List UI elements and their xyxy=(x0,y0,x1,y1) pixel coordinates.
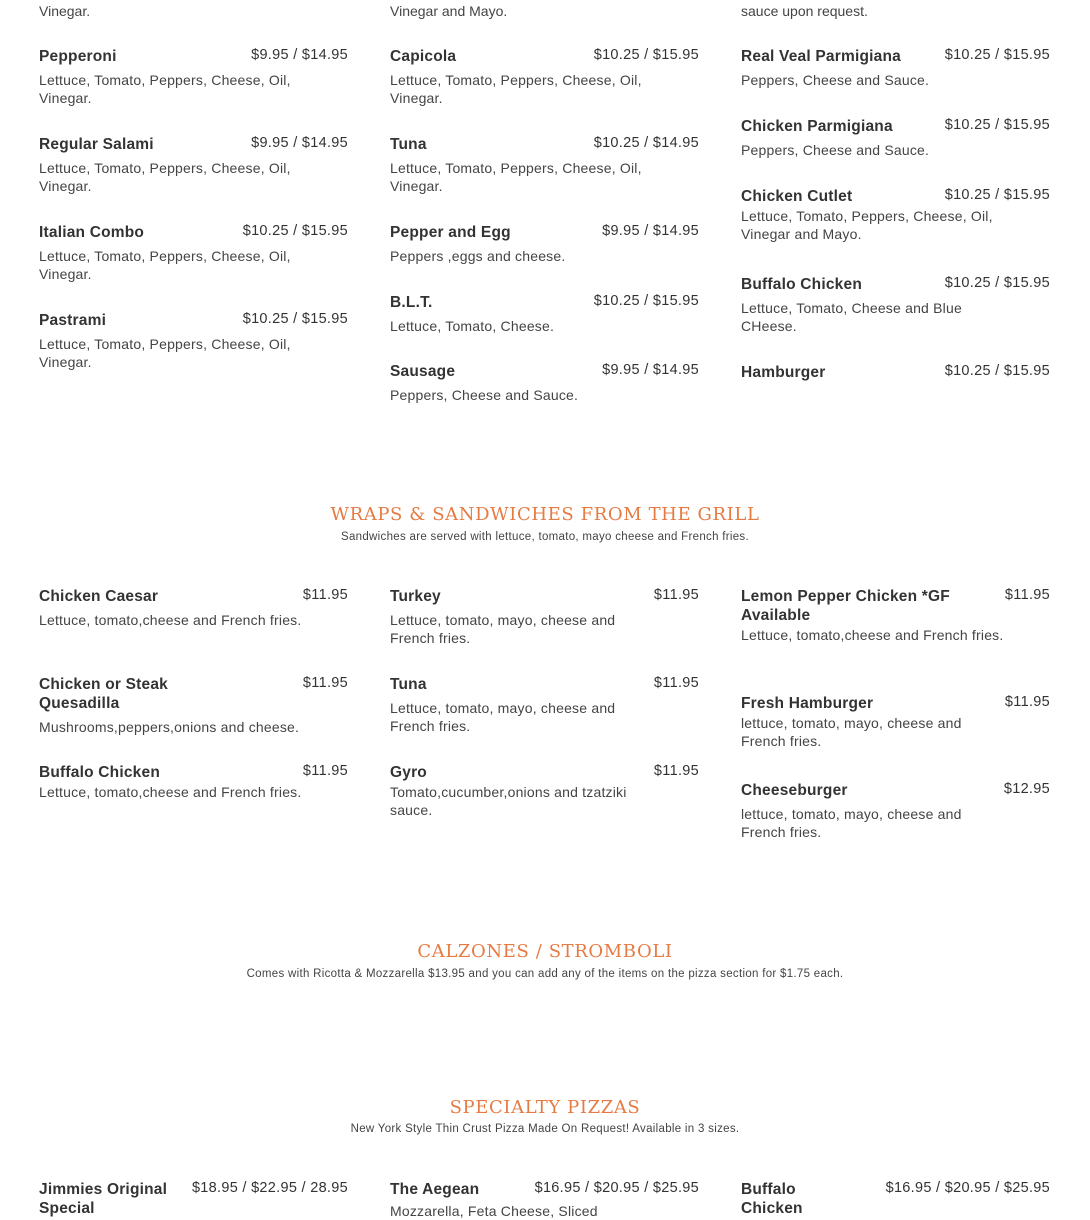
menu-item-quesadilla xyxy=(39,675,348,736)
item-price: $10.25 / $15.95 xyxy=(944,363,1050,379)
item-price: $10.25 / $15.95 xyxy=(944,47,1050,63)
item-description: Lettuce, tomato,cheese and French fries. xyxy=(741,627,1004,643)
item-description: Mushrooms,peppers,onions and cheese. xyxy=(39,719,300,735)
item-name: Tuna xyxy=(390,136,427,153)
item-price: $9.95 / $14.95 xyxy=(251,47,348,63)
menu-item-jimmies-original-special xyxy=(39,1180,348,1218)
menu-item-pepper-and-egg xyxy=(390,223,699,265)
menu-item-the-aegean xyxy=(390,1180,699,1220)
item-description: Lettuce, tomato, mayo, cheese and French fries. xyxy=(390,700,616,734)
item-description: Lettuce, Tomato, Peppers, Cheese, Oil, Vinegar. xyxy=(390,160,642,194)
item-name: Hamburger xyxy=(741,364,826,381)
item-price: $10.25 / $15.95 xyxy=(242,223,348,239)
menu-item-regular-salami xyxy=(39,135,348,195)
item-price: $12.95 xyxy=(1003,781,1050,797)
item-description: Lettuce, Tomato, Peppers, Cheese, Oil, Vinegar and Mayo. xyxy=(741,208,993,242)
item-description: Peppers ,eggs and cheese. xyxy=(390,248,566,264)
item-price: $11.95 xyxy=(653,675,699,691)
item-name: Capicola xyxy=(390,48,457,65)
item-name: Regular Salami xyxy=(39,136,154,153)
menu-item-blt xyxy=(390,293,699,335)
section-subtitle-pizzas: New York Style Thin Crust Pizza Made On Request! Available in 3 sizes. xyxy=(350,1123,740,1135)
item-price: $11.95 xyxy=(653,763,699,779)
item-name: Lemon Pepper Chicken *GF Available xyxy=(741,588,950,624)
cut-item-description: sauce upon request. xyxy=(741,3,868,19)
menu-item-chicken-cutlet xyxy=(741,187,1050,243)
item-description: Lettuce, Tomato, Cheese. xyxy=(390,318,555,334)
item-description: Lettuce, Tomato, Peppers, Cheese, Oil, Vinegar. xyxy=(39,248,291,282)
cut-item-description: Vinegar. xyxy=(39,3,91,19)
item-name: The Aegean xyxy=(390,1181,480,1198)
item-price: $18.95 / $22.95 / 28.95 xyxy=(191,1180,348,1196)
menu-item-chicken-parmigiana xyxy=(741,117,1050,159)
item-name: Chicken Parmigiana xyxy=(741,118,893,135)
item-description: lettuce, tomato, mayo, cheese and French fries. xyxy=(741,806,962,840)
item-description: Lettuce, Tomato, Peppers, Cheese, Oil, Vinegar. xyxy=(39,336,291,370)
menu-item-gyro xyxy=(390,763,699,819)
menu-item-capicola xyxy=(390,47,699,107)
item-price: $10.25 / $15.95 xyxy=(593,293,699,309)
menu-item-tuna xyxy=(390,135,699,195)
menu-item-pastrami xyxy=(39,311,348,371)
section-title-wraps: WRAPS & SANDWICHES FROM THE GRILL xyxy=(330,504,760,525)
item-name: Pastrami xyxy=(39,312,107,329)
item-price: $9.95 / $14.95 xyxy=(251,135,348,151)
menu-item-lemon-pepper-chicken xyxy=(741,587,1050,644)
menu-item-buffalo-chicken-wrap xyxy=(39,763,348,801)
item-name: Fresh Hamburger xyxy=(741,695,874,712)
item-price: $9.95 / $14.95 xyxy=(602,223,699,239)
item-price: $11.95 xyxy=(302,587,348,603)
item-description: Lettuce, Tomato, Peppers, Cheese, Oil, Vinegar. xyxy=(390,72,642,106)
item-name: Tuna xyxy=(390,676,427,693)
item-name: Italian Combo xyxy=(39,224,145,241)
item-name: Chicken or Steak Quesadilla xyxy=(39,676,168,712)
menu-item-buffalo-chicken-pizza xyxy=(741,1180,1050,1218)
item-name: Pepper and Egg xyxy=(390,224,511,241)
item-price: $11.95 xyxy=(302,675,348,691)
menu-item-tuna-wrap xyxy=(390,675,699,735)
menu-item-chicken-caesar xyxy=(39,587,348,629)
item-description: Lettuce, tomato,cheese and French fries. xyxy=(39,784,302,800)
section-subtitle-wraps: Sandwiches are served with lettuce, tomato, mayo cheese and French fries. xyxy=(341,531,749,543)
item-price: $11.95 xyxy=(302,763,348,779)
item-price: $10.25 / $14.95 xyxy=(593,135,699,151)
item-price: $10.25 / $15.95 xyxy=(944,187,1050,203)
item-name: Real Veal Parmigiana xyxy=(741,48,901,65)
menu-item-italian-combo xyxy=(39,223,348,283)
cut-item-description: Vinegar and Mayo. xyxy=(390,3,508,19)
item-name: Jimmies Original Special xyxy=(39,1181,168,1217)
item-price: $9.95 / $14.95 xyxy=(602,362,699,378)
item-name: Sausage xyxy=(390,363,456,380)
item-name: Cheeseburger xyxy=(741,782,848,799)
item-price: $10.25 / $15.95 xyxy=(242,311,348,327)
item-name: Turkey xyxy=(390,588,441,605)
menu-item-turkey xyxy=(390,587,699,647)
item-description: Lettuce, tomato, mayo, cheese and French fries. xyxy=(390,612,616,646)
item-name: Buffalo Chicken xyxy=(741,276,862,293)
item-description: Lettuce, Tomato, Peppers, Cheese, Oil, Vinegar. xyxy=(39,160,291,194)
item-price: $16.95 / $20.95 / $25.95 xyxy=(534,1180,699,1196)
item-description: Lettuce, Tomato, Peppers, Cheese, Oil, Vinegar. xyxy=(39,72,291,106)
menu-item-cheeseburger xyxy=(741,781,1050,841)
menu-item-real-veal-parmigiana xyxy=(741,47,1050,89)
item-name: Gyro xyxy=(390,764,427,781)
section-title-pizzas: SPECIALTY PIZZAS xyxy=(449,1097,641,1118)
item-name: Buffalo Chicken xyxy=(741,1181,803,1217)
item-description: lettuce, tomato, mayo, cheese and French fries. xyxy=(741,715,962,749)
item-name: Chicken Caesar xyxy=(39,588,159,605)
item-description: Peppers, Cheese and Sauce. xyxy=(741,142,930,158)
menu-item-fresh-hamburger xyxy=(741,694,1050,750)
item-price: $10.25 / $15.95 xyxy=(944,275,1050,291)
item-price: $10.25 / $15.95 xyxy=(944,117,1050,133)
item-name: Buffalo Chicken xyxy=(39,764,160,781)
item-description: Lettuce, tomato,cheese and French fries. xyxy=(39,612,302,628)
section-title-calzones: CALZONES / STROMBOLI xyxy=(417,941,673,962)
menu-item-buffalo-chicken xyxy=(741,275,1050,335)
item-description: Tomato,cucumber,onions and tzatziki sauce. xyxy=(390,784,627,818)
menu-item-hamburger xyxy=(741,363,1050,382)
item-price: $11.95 xyxy=(1004,587,1050,603)
item-price: $11.95 xyxy=(1004,694,1050,710)
menu-item-sausage xyxy=(390,362,699,404)
item-description: Mozzarella, Feta Cheese, Sliced xyxy=(390,1203,598,1219)
item-description: Peppers, Cheese and Sauce. xyxy=(741,72,930,88)
item-name: B.L.T. xyxy=(390,294,433,311)
item-price: $16.95 / $20.95 / $25.95 xyxy=(885,1180,1050,1196)
item-description: Peppers, Cheese and Sauce. xyxy=(390,387,579,403)
section-subtitle-calzones: Comes with Ricotta & Mozzarella $13.95 and you can add any of the items on the pizza section for $1.75 each. xyxy=(246,968,844,980)
item-name: Chicken Cutlet xyxy=(741,188,853,205)
item-price: $10.25 / $15.95 xyxy=(593,47,699,63)
menu-item-pepperoni xyxy=(39,47,348,107)
item-name: Pepperoni xyxy=(39,48,117,65)
item-price: $11.95 xyxy=(653,587,699,603)
item-description: Lettuce, Tomato, Cheese and Blue CHeese. xyxy=(741,300,962,334)
